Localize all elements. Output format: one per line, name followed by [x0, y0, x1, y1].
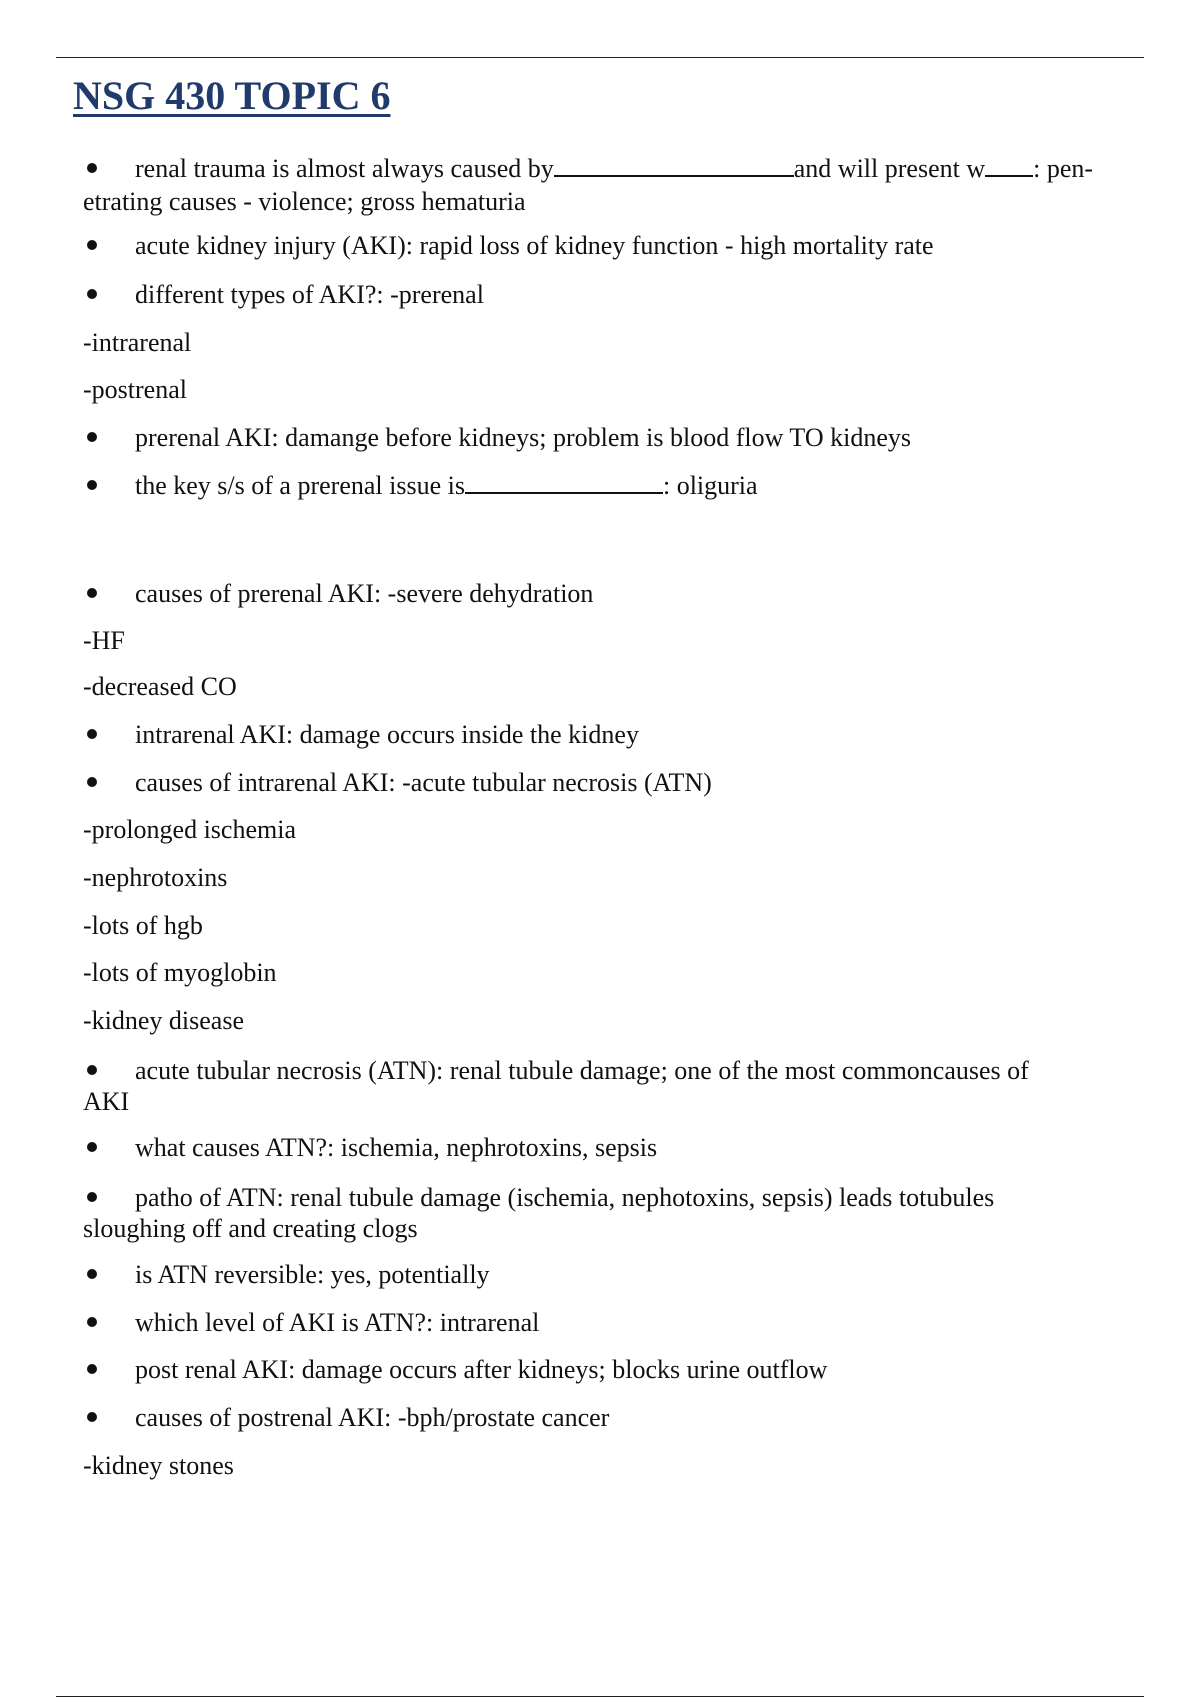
note-atn-patho	[83, 1182, 1148, 1213]
note-text: the key s/s of a prerenal issue is	[135, 471, 465, 500]
note-text: acute tubular necrosis (ATN): renal tubule damage; one of the most commoncauses of	[135, 1056, 1029, 1085]
answer-blank	[465, 472, 663, 494]
answer-blank	[554, 155, 794, 177]
note-intrarenal-causes	[83, 767, 1148, 798]
note-text: causes of postrenal AKI: -bph/prostate cancer	[135, 1403, 610, 1432]
note-text: is ATN reversible: yes, potentially	[135, 1260, 490, 1289]
note-atn-level	[83, 1307, 1148, 1338]
note-subitem: -intrarenal	[83, 328, 192, 357]
note-text: acute kidney injury (AKI): rapid loss of kidney function - high mortality rate	[135, 231, 934, 260]
note-text: prerenal AKI: damange before kidneys; problem is blood flow TO kidneys	[135, 423, 911, 452]
note-subitem: -HF	[83, 626, 125, 655]
note-postrenal-aki	[83, 1354, 1148, 1385]
note-subitem: -decreased CO	[83, 672, 237, 701]
note-aki-types	[83, 279, 1148, 310]
note-continuation: sloughing off and creating clogs	[83, 1214, 418, 1243]
note-text: what causes ATN?: ischemia, nephrotoxins, sepsis	[135, 1133, 658, 1162]
note-subitem: -lots of myoglobin	[83, 958, 277, 987]
note-text: : pen-	[1033, 154, 1094, 183]
note-text: causes of intrarenal AKI: -acute tubular necrosis (ATN)	[135, 768, 712, 797]
note-intrarenal-aki	[83, 719, 1148, 750]
note-text: which level of AKI is ATN?: intrarenal	[135, 1308, 540, 1337]
note-subitem: -kidney stones	[83, 1451, 234, 1480]
note-prerenal-key-ss	[83, 470, 1148, 501]
note-atn-reversible	[83, 1259, 1148, 1290]
note-text: and will present w	[793, 154, 986, 183]
note-text: post renal AKI: damage occurs after kidneys; blocks urine outflow	[135, 1355, 828, 1384]
note-subitem: -nephrotoxins	[83, 863, 228, 892]
note-subitem: -prolonged ischemia	[83, 815, 296, 844]
note-prerenal-aki	[83, 422, 1148, 453]
note-postrenal-causes	[83, 1402, 1148, 1433]
note-renal-trauma	[83, 153, 1148, 184]
note-continuation: etrating causes - violence; gross hematuria	[83, 187, 526, 216]
note-text: intrarenal AKI: damage occurs inside the kidney	[135, 720, 639, 749]
note-continuation: AKI	[83, 1087, 130, 1116]
note-text: patho of ATN: renal tubule damage (ischemia, nephotoxins, sepsis) leads totubules	[135, 1183, 995, 1212]
note-atn-causes	[83, 1132, 1148, 1163]
top-rule	[56, 57, 1144, 58]
answer-blank	[985, 155, 1033, 177]
note-aki-definition	[83, 230, 1148, 261]
note-prerenal-causes	[83, 578, 1148, 609]
note-atn-definition	[83, 1055, 1148, 1086]
note-text: different types of AKI?: -prerenal	[135, 280, 484, 309]
note-subitem: -lots of hgb	[83, 911, 203, 940]
note-text: : oliguria	[662, 471, 758, 500]
bottom-rule	[56, 1696, 1144, 1697]
note-subitem: -postrenal	[83, 375, 187, 404]
note-text: causes of prerenal AKI: -severe dehydration	[135, 579, 594, 608]
page-title: NSG 430 TOPIC 6	[73, 73, 391, 118]
note-text: renal trauma is almost always caused by	[135, 154, 554, 183]
note-subitem: -kidney disease	[83, 1006, 245, 1035]
